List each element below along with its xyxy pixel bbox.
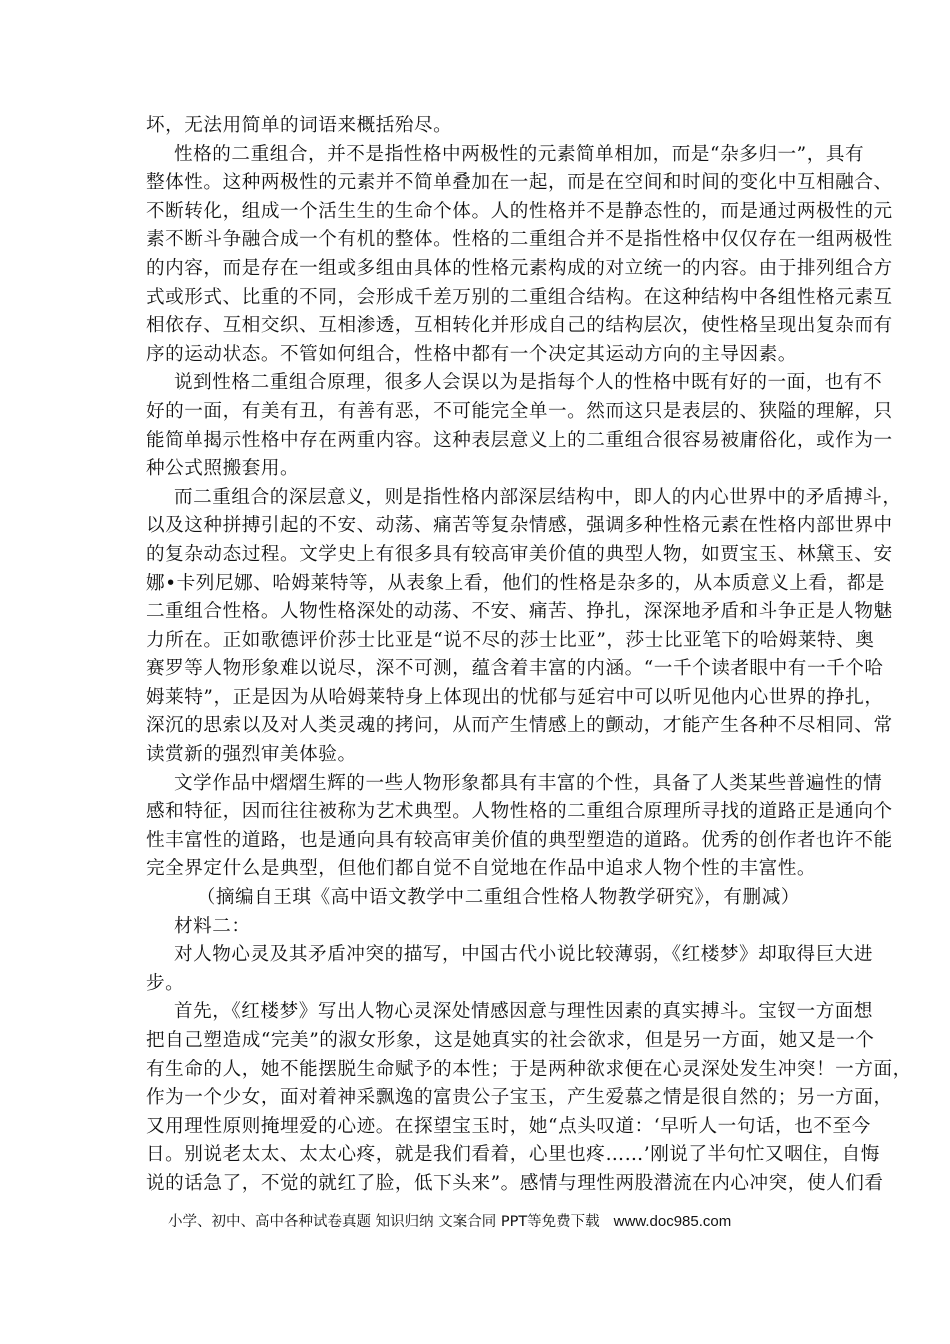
text-line: 作为一个少女，面对着神采飘逸的富贵公子宝玉，产生爱慕之情是很自然的；另一方面， <box>146 1087 893 1109</box>
source-citation: （摘编自王琪《高中语文教学中二重组合性格人物教学研究》，有删减） <box>196 887 800 909</box>
text-line: 而二重组合的深层意义，则是指性格内部深层结构中，即人的内心世界中的矛盾搏斗， <box>174 486 902 508</box>
text-line: 首先，《红楼梦》写出人物心灵深处情感因意与理性因素的真实搏斗。宝钗一方面想 <box>174 1001 874 1023</box>
text-line: 能简单揭示性格中存在两重内容。这种表层意义上的二重组合很容易被庸俗化，或作为一 <box>146 429 893 451</box>
text-line: 姆莱特”，正是因为从哈姆莱特身上体现出的忧郁与延宕中可以听见他内心世界的挣扎， <box>146 686 884 708</box>
text-line: 素不断斗争融合成一个有机的整体。性格的二重组合并不是指性格中仅仅存在一组两极性 <box>146 229 893 251</box>
footer-site-link[interactable]: www.doc985.com <box>613 1213 732 1230</box>
text-line: 把自己塑造成“完美”的淑女形象，这是她真实的社会欲求，但是另一方面，她又是一个 <box>146 1030 875 1051</box>
text-line: 以及这种拼搏引起的不安、动荡、痛苦等复杂情感，强调多种性格元素在性格内部世界中 <box>146 515 893 537</box>
text-line: 说的话急了，不觉的就红了脸，低下头来”。感情与理性两股潜流在内心冲突，使人们看 <box>146 1172 884 1194</box>
text-line: 有生命的人，她不能摆脱生命赋予的本性；于是两种欲求便在心灵深处发生冲突！一方面， <box>146 1058 912 1080</box>
text-line: 娜•卡列尼娜、哈姆莱特等，从表象上看，他们的性格是杂多的，从本质意义上看，都是 <box>146 572 885 594</box>
text-line: 力所在。正如歌德评价莎士比亚是“说不尽的莎士比亚”，莎士比亚笔下的哈姆莱特、奥 <box>146 629 875 651</box>
text-line: 读赏新的强烈审美体验。 <box>146 744 357 766</box>
text-line: 式或形式、比重的不同，会形成千差万别的二重组合结构。在这种结构中各组性格元素互 <box>146 286 893 308</box>
section-heading: 材料二： <box>174 915 251 937</box>
text-line: 完全界定什么是典型，但他们都自觉不自觉地在作品中追求人物个性的丰富性。 <box>146 858 817 880</box>
text-line: 相依存、互相交织、互相渗透，互相转化并形成自己的结构层次，使性格呈现出复杂而有 <box>146 315 893 337</box>
text-line: 的内容，而是存在一组或多组由具体的性格元素构成的对立统一的内容。由于排列组合方 <box>146 257 893 279</box>
text-line: 整体性。这种两极性的元素并不简单叠加在一起，而是在空间和时间的变化中互相融合、 <box>146 172 893 194</box>
text-line: 坏，无法用简单的词语来概括殆尽。 <box>146 115 453 136</box>
text-line: 又用理性原则掩埋爱的心迹。在探望宝玉时，她“点头叹道：‘早听人一句话，也不至今 <box>146 1115 871 1137</box>
text-line: 步。 <box>146 972 185 994</box>
text-line: 日。别说老太太、太太心疼，就是我们看着，心里也疼……’刚说了半句忙又咽住，自悔 <box>146 1144 880 1166</box>
text-line: 好的一面，有美有丑，有善有恶，不可能完全单一。然而这只是表层的、狭隘的理解，只 <box>146 400 893 422</box>
text-line: 不断转化，组成一个活生生的生命个体。人的性格并不是静态性的，而是通过两极性的元 <box>146 200 893 222</box>
footer <box>168 1210 808 1231</box>
text-line: 性丰富性的道路，也是通向具有较高审美价值的典型塑造的道路。优秀的创作者也许不能 <box>146 829 893 851</box>
text-line: 感和特征，因而往往被称为艺术典型。人物性格的二重组合原理所寻找的道路正是通向个 <box>146 801 893 823</box>
text-line: 对人物心灵及其矛盾冲突的描写，中国古代小说比较薄弱，《红楼梦》却取得巨大进 <box>174 944 874 966</box>
document-body <box>146 112 912 1199</box>
footer-text: 小学、初中、高中各种试卷真题 知识归纳 文案合同 PPT等免费下载 <box>168 1214 600 1230</box>
text-line: 深沉的思索以及对人类灵魂的拷问，从而产生情感上的颤动，才能产生各种不尽相同、常 <box>146 715 893 737</box>
text-line: 序的运动状态。不管如何组合，性格中都有一个决定其运动方向的主导因素。 <box>146 343 797 365</box>
text-line: 文学作品中熠熠生辉的一些人物形象都具有丰富的个性，具备了人类某些普遍性的情 <box>174 772 883 794</box>
text-line: 二重组合性格。人物性格深处的动荡、不安、痛苦、挣扎，深深地矛盾和斗争正是人物魅 <box>146 601 893 623</box>
text-line: 性格的二重组合，并不是指性格中两极性的元素简单相加，而是“杂多归一”，具有 <box>174 143 865 165</box>
text-line: 的复杂动态过程。文学史上有很多具有较高审美价值的典型人物，如贾宝玉、林黛玉、安 <box>146 543 893 565</box>
text-line: 说到性格二重组合原理，很多人会误以为是指每个人的性格中既有好的一面，也有不 <box>174 372 883 394</box>
text-line: 种公式照搬套用。 <box>146 458 300 480</box>
text-line: 赛罗等人物形象难以说尽，深不可测，蕴含着丰富的内涵。“一千个读者眼中有一千个哈 <box>146 658 884 680</box>
